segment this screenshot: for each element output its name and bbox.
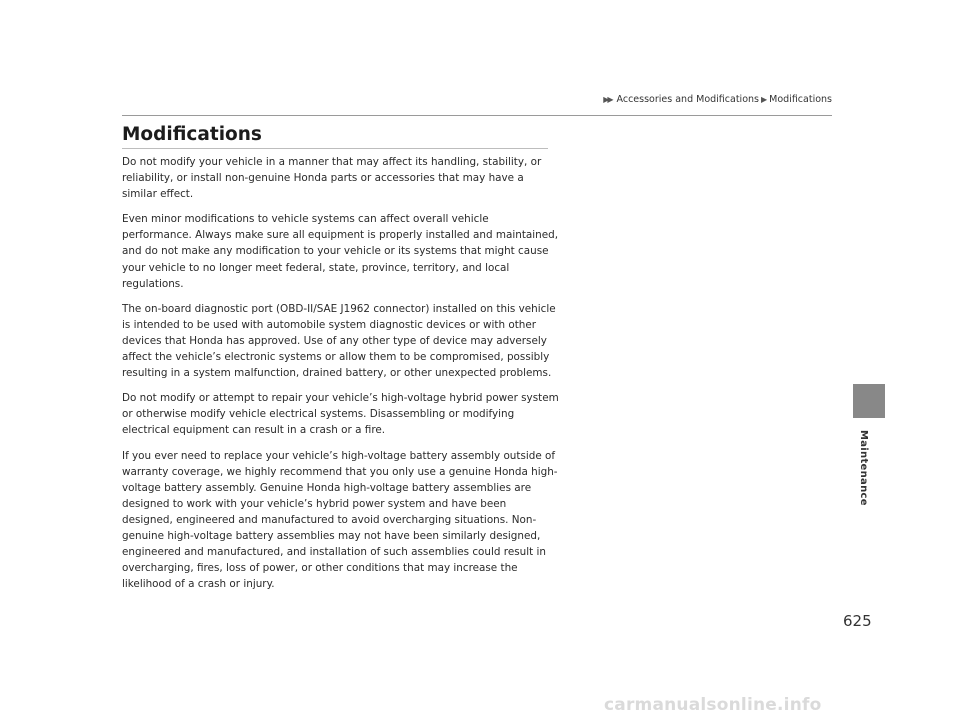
section-tab-marker[interactable]: [853, 384, 885, 418]
watermark: carmanualsonline.info: [604, 695, 822, 715]
paragraph-minor-modifications: Even minor modifications to vehicle systems can affect overall vehicle performance. Always make sure all equipment is properly installed and maintained, and do not make any modification to your vehicle or its systems that might cause your vehicle to no longer meet federal, state, province, territory, and local regulations.: [122, 213, 559, 290]
header-divider: [122, 115, 832, 116]
title-underline: [122, 148, 548, 149]
arrow-icon: ▶: [760, 95, 768, 104]
paragraph-modify-warning: Do not modify your vehicle in a manner that may affect its handling, stability, or reliability, or install non-genuine Honda parts or accessories that may have a similar effect.: [122, 156, 542, 201]
paragraph-obd-port: The on-board diagnostic port (OBD-II/SAE J1962 connector) installed on this vehicle is intended to be used with automobile system diagnostic devices or with other devices that Honda has approved. Use of any other type of device may adversely affect the vehicle’s electronic systems or allow them to be compromised, possibly resulting in a system malfunction, drained battery, or other unexpected problems.: [122, 302, 556, 380]
breadcrumb: [603, 94, 832, 105]
body-text: [122, 154, 560, 601]
breadcrumb-item-current[interactable]: Modifications: [769, 94, 832, 105]
breadcrumb-item-section[interactable]: Accessories and Modifications: [616, 94, 759, 105]
page-title: Modifications: [122, 124, 262, 145]
double-arrow-icon: ▶▶: [603, 95, 612, 104]
paragraph-high-voltage: Do not modify or attempt to repair your vehicle’s high-voltage hybrid power system or otherwise modify vehicle electrical systems. Disassembling or modifying electrical equipment can result in a crash or a fire.: [122, 392, 559, 437]
paragraph-battery-replacement: If you ever need to replace your vehicle’s high-voltage battery assembly outside of warranty coverage, we highly recommend that you only use a genuine Honda high-voltage battery assembly. Genuine Honda high-voltage battery assemblies are designed to work with your vehicle’s hybrid power system and have been designed, engineered and manufactured to avoid overcharging situations. Non-genuine high-voltage battery assemblies may not have been similarly designed, engineered and manufactured, and installation of such assemblies could result in overcharging, fires, loss of power, or other conditions that may increase the likelihood of a crash or injury.: [122, 449, 558, 591]
page-number: 625: [843, 612, 872, 630]
section-tab-label: Maintenance: [858, 430, 869, 506]
